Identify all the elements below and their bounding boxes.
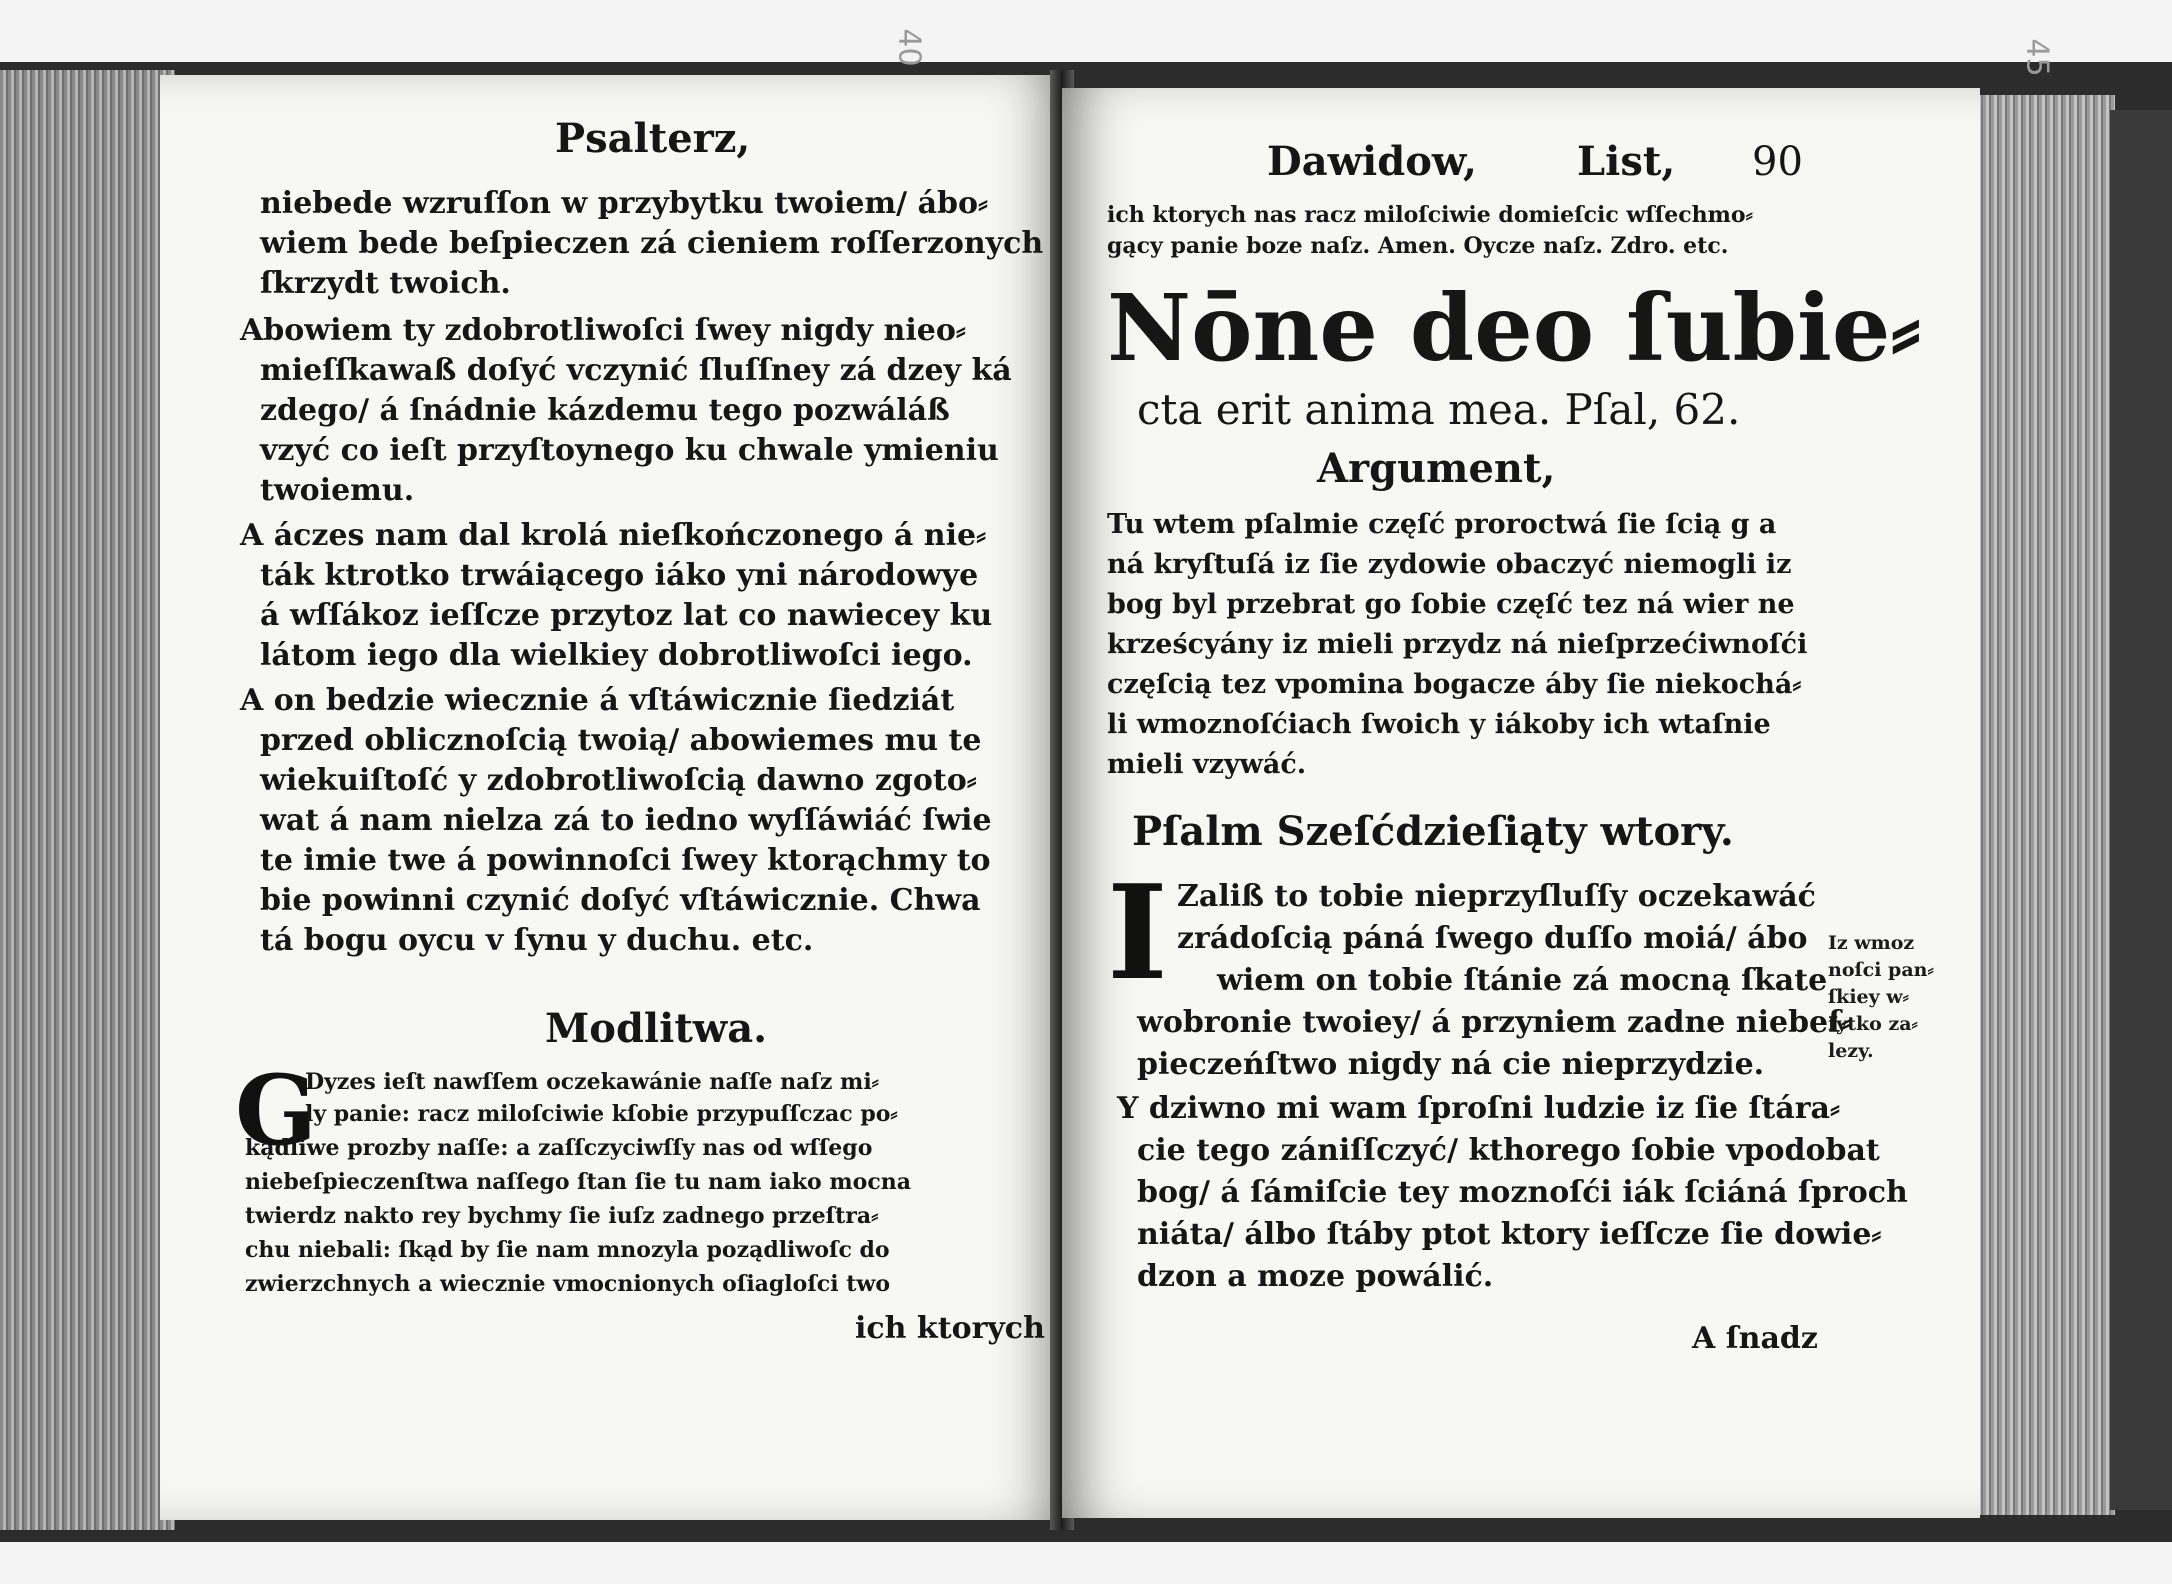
running-head-left: Psalterz, [555, 115, 751, 162]
text-line: ná kryſtuſá iz ſie zydowie obaczyć niemogli iz [1107, 549, 1792, 580]
running-head-right-2: List, [1577, 138, 1676, 185]
text-line: ſkrzydt twoich. [260, 266, 511, 301]
text-line: twoiemu. [260, 473, 415, 508]
catchword-left: ich ktorych [855, 1311, 1045, 1346]
right-cover [2110, 110, 2172, 1510]
text-line: vzyć co ieſt przyſtoynego ku chwale ymieniu [260, 433, 999, 468]
right-page [1062, 88, 1980, 1518]
text-line: mieli vzywáć. [1107, 749, 1307, 780]
text-line: cie tego zániſſczyć/ kthorego ſobie vpodobat [1137, 1133, 1880, 1168]
text-line: li wmoznoſćiach ſwoich y iákoby ich wtaſnie [1107, 709, 1771, 740]
archive-number-left: 40 [891, 28, 927, 67]
text-line: niebeſpieczenſtwa naſſego ſtan ſie tu nam iako mocna [245, 1169, 911, 1195]
catchword-right: A ſnadz [1692, 1321, 1818, 1356]
psalm-drop-initial: I [1107, 856, 1168, 1009]
text-line: Abowiem ty zdobrotliwoſci ſwey nigdy nieo⸗ [240, 313, 966, 348]
text-line: zdego/ á ſnádnie kázdemu tego pozwáláß [260, 393, 950, 428]
right-page-edges [1975, 95, 2115, 1515]
text-line: ták ktrotko trwáiącego iáko yni národowye [260, 558, 979, 593]
text-line: A on bedzie wiecznie á vſtáwicznie ſiedziát [240, 683, 955, 718]
left-page [160, 75, 1065, 1520]
text-line: bog/ á ſámiſcie tey moznoſći iák ſciáná ſproch [1137, 1175, 1908, 1210]
text-line: bog byl przebrat go ſobie częſć tez ná wier ne [1107, 589, 1795, 620]
folio-number: 90 [1752, 139, 1803, 185]
prayer-drop-initial: G [235, 1054, 317, 1167]
text-line: Zaliß to tobie nieprzyſluſſy oczekawáć [1177, 879, 1816, 914]
text-line: pieczeńſtwo nigdy ná cie nieprzydzie. [1137, 1047, 1765, 1082]
text-line: dzon a moze powálić. [1137, 1259, 1494, 1294]
text-line: częſcią tez vpomina bogacze áby ſie niekochá⸗ [1107, 669, 1802, 700]
text-line: A áczes nam dal krolá nieſkończonego á nie⸗ [240, 518, 987, 553]
text-line: tá bogu oycu v ſynu y duchu. etc. [260, 923, 814, 958]
prayer-heading: Modlitwa. [545, 1005, 768, 1052]
text-line: á wſſákoz ieſſcze przytoz lat co nawiecey ku [260, 598, 993, 633]
running-head-right: Dawidow, [1267, 138, 1477, 185]
text-line: te imie twe á powinnoſci ſwey ktorąchmy to [260, 843, 991, 878]
text-line: kądliwe prozby naſſe: a zaſſczyciwſſy nas od wſſego [245, 1135, 873, 1161]
text-line: wiekuiſtoſć y zdobrotliwoſcią dawno zgoto⸗ [260, 763, 977, 798]
text-line: wiem bede beſpieczen zá cieniem roſſerzonych [260, 226, 1044, 261]
text-line: Tu wtem pſalmie częſć proroctwá ſie ſcią g a [1107, 509, 1777, 540]
text-line: gący panie boze naſz. Amen. Oycze naſz. Zdro. etc. [1107, 233, 1729, 259]
left-page-edges [0, 70, 175, 1530]
marginal-note: Iz wmoz noſci pan⸗ ſkiey w⸗ ſytko za⸗ lezy. [1828, 932, 1934, 1062]
argument-heading: Argument, [1317, 445, 1556, 492]
text-line: niebede wzruſſon w przybytku twoiem/ ábo⸗ [260, 186, 988, 221]
psalm-heading: Pſalm Szeſćdzieſiąty wtory. [1132, 808, 1734, 855]
text-line: zwierzchnych a wiecznie vmocnionych oſiagloſci two [245, 1271, 890, 1297]
text-line: przed oblicznoſcią twoią/ abowiemes mu te [260, 723, 982, 758]
text-line: zrádoſcią páná ſwego duſſo moiá/ ábo [1177, 921, 1808, 956]
text-line: twierdz nakto rey bychmy ſie iuſz zadnego przeſtra⸗ [245, 1203, 879, 1229]
text-line: látom iego dla wielkiey dobrotliwoſci iego. [260, 638, 973, 673]
text-line: Y dziwno mi wam ſproſni ludzie iz ſie ſtára⸗ [1117, 1091, 1840, 1126]
text-line: mieſſkawaß doſyć vczynić ſluſſney zá dzey ká [260, 353, 1012, 388]
incipit-line-2: cta erit anima mea. Pſal, 62. [1137, 385, 1741, 434]
text-line: ly panie: racz miloſciwie kſobie przypuſſczac po⸗ [305, 1101, 898, 1127]
text-line: krześcyány iz mieli przydz ná nieſprzećiwnoſći [1107, 629, 1808, 660]
text-line: Dyzes ieſt nawſſem oczekawánie naſſe naſz mi⸗ [305, 1069, 880, 1095]
text-line: niáta/ álbo ſtáby ptot ktory ieſſcze ſie dowie⸗ [1137, 1217, 1882, 1252]
text-line: bie powinni czynić doſyć vſtáwicznie. Chwa [260, 883, 981, 918]
archive-number-right: 45 [2019, 38, 2055, 77]
text-line: wiem on tobie ſtánie zá mocną ſkate [1217, 963, 1828, 998]
incipit-title: Nōne deo ſubie⸗ [1107, 274, 1922, 382]
text-line: wat á nam nielza zá to iedno wyſſáwiáć ſwie [260, 803, 992, 838]
text-line: wobronie twoiey/ á przyniem zadne niebeſ⸗ [1137, 1005, 1852, 1040]
text-line: chu niebali: ſkąd by ſie nam mnozyla poządliwoſc do [245, 1237, 890, 1263]
text-line: ich ktorych nas racz miloſciwie domieſcic wſſechmo⸗ [1107, 202, 1753, 228]
